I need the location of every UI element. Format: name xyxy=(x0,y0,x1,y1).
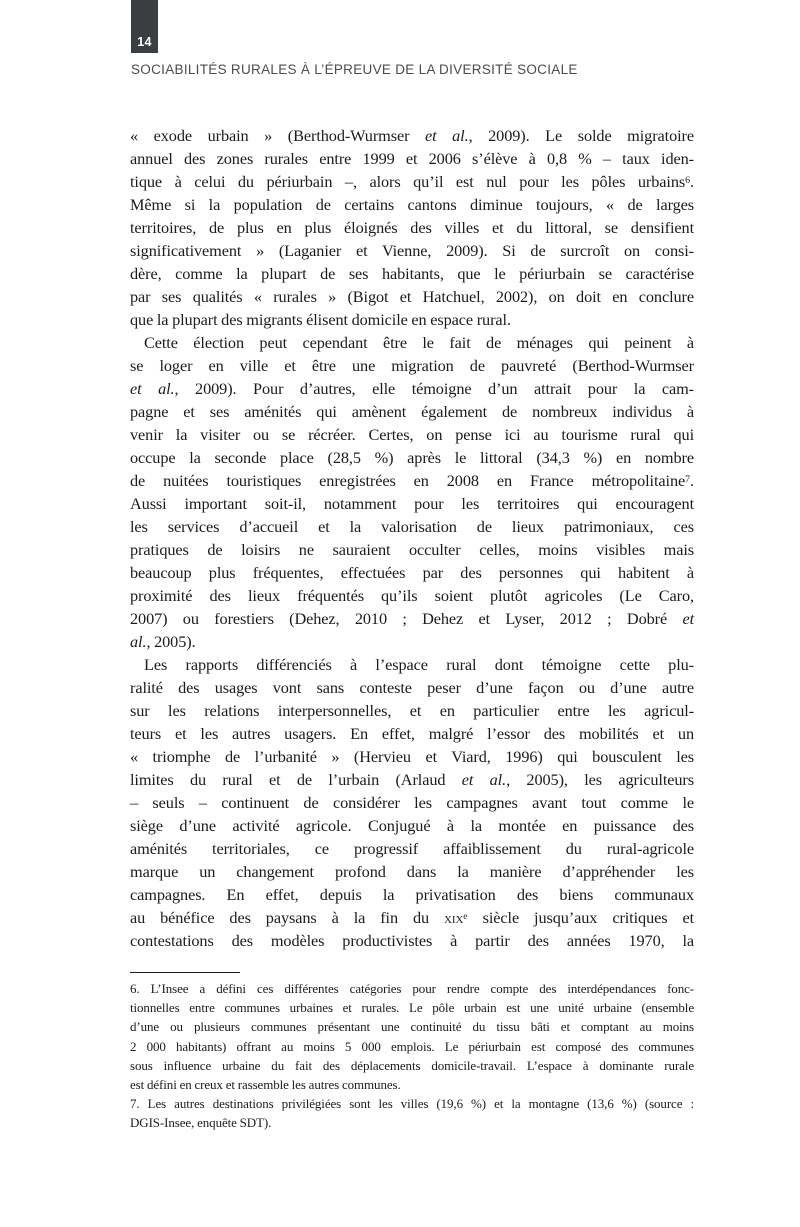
text-line xyxy=(130,699,694,722)
text-line xyxy=(130,584,694,607)
text-segment: beaucoup plus fréquentes, effectuées par des personnes qui habitent à xyxy=(130,563,694,582)
text-segment: , 2009). Pour d’autres, elle témoigne d’un attrait pour la cam- xyxy=(174,379,695,398)
text-segment: « exode urbain » (Berthod-Wurmser xyxy=(130,126,425,145)
text-line xyxy=(130,331,694,354)
text-line xyxy=(130,998,694,1017)
text-segment: est défini en creux et rassemble les autres communes. xyxy=(130,1076,401,1092)
text-segment: 7 xyxy=(685,473,691,485)
text-line xyxy=(130,239,694,262)
text-segment: . xyxy=(690,172,694,191)
text-line xyxy=(130,745,694,768)
text-segment: , 2005). xyxy=(146,632,196,651)
text-line xyxy=(130,722,694,745)
text-segment: limites du rural et de l’urbain (Arlaud xyxy=(130,770,462,789)
text-segment: par ses qualités « rurales » (Bigot et Hatchuel, 2002), on doit en conclure xyxy=(130,287,694,306)
paragraph xyxy=(130,124,694,331)
text-segment: et al. xyxy=(461,770,507,789)
text-segment: annuel des zones rurales entre 1999 et 2006 s’élève à 0,8 % – taux iden- xyxy=(130,149,694,168)
text-line xyxy=(130,492,694,515)
text-segment: et xyxy=(682,609,694,628)
text-segment: Même si la population de certains cantons diminue toujours, « de larges xyxy=(130,195,694,214)
text-segment: aménités territoriales, ce progressif affaiblissement du rural-agricole xyxy=(130,839,694,858)
text-segment: de nuitées touristiques enregistrées en 2008 en France métropolitaine xyxy=(130,471,686,490)
text-segment: 6. L’Insee a défini ces différentes catégories pour rendre compte des interdépendances fonc- xyxy=(130,981,694,996)
text-line xyxy=(130,1017,694,1036)
text-segment: ralité des usages vont sans conteste peser d’une façon ou d’une autre xyxy=(130,678,694,697)
text-segment: occupe la seconde place (28,5 %) après le littoral (34,3 %) en nombre xyxy=(130,448,694,467)
text-segment: proximité des lieux fréquentés qu’ils soient plutôt agricoles (Le Caro, xyxy=(130,586,694,605)
text-segment: , 2005), les agriculteurs xyxy=(506,770,694,789)
text-segment: 6 xyxy=(685,174,691,186)
text-segment: significativement » (Laganier et Vienne, 2009). Si de surcroît on consi- xyxy=(130,241,694,260)
text-segment: marque un changement profond dans la manière d’appréhender les xyxy=(130,862,694,881)
text-line xyxy=(130,423,694,446)
text-line xyxy=(130,538,694,561)
text-line xyxy=(130,193,694,216)
text-line xyxy=(130,814,694,837)
text-segment: au bénéfice des paysans à la fin du xyxy=(130,908,445,927)
text-line xyxy=(130,124,694,147)
text-segment: DGIS-Insee, enquête SDT). xyxy=(130,1115,272,1131)
text-segment: contestations des modèles productivistes à partir des années 1970, la xyxy=(130,931,694,950)
text-line xyxy=(130,1037,694,1056)
text-segment: Aussi important soit-il, notamment pour les territoires qui encouragent xyxy=(130,494,694,513)
text-line xyxy=(130,837,694,860)
text-line xyxy=(130,1094,694,1113)
text-segment: . xyxy=(690,471,694,490)
text-segment: et al. xyxy=(130,379,175,398)
text-segment: sur les relations interpersonnelles, et en particulier entre les agricul- xyxy=(130,701,694,720)
page-number: 14 xyxy=(137,35,152,49)
text-line xyxy=(130,446,694,469)
text-line xyxy=(130,469,694,492)
text-line xyxy=(130,354,694,377)
text-segment: teurs et les autres usagers. En effet, malgré l’essor des mobilités et un xyxy=(130,724,694,743)
text-segment: campagnes. En effet, depuis la privatisation des biens communaux xyxy=(130,885,694,904)
text-segment: xix xyxy=(444,908,464,927)
text-segment: siècle jusqu’aux critiques et xyxy=(467,908,694,927)
paragraph xyxy=(130,1094,694,1132)
text-segment: venir la visiter ou se récréer. Certes, on pense ici au tourisme rural qui xyxy=(130,425,694,444)
footnote-rule xyxy=(130,972,240,973)
text-segment: territoires, de plus en plus éloignés des villes et du littoral, se densifient xyxy=(130,218,694,237)
text-segment: dère, comme la plupart de ses habitants, que le périurbain se caractérise xyxy=(130,264,694,283)
text-segment: et al. xyxy=(425,126,469,145)
paragraph xyxy=(130,979,694,1094)
text-line xyxy=(130,676,694,699)
text-segment: tique à celui du périurbain –, alors qu’il est nul pour les pôles urbains xyxy=(130,172,686,191)
text-segment: « triomphe de l’urbanité » (Hervieu et Viard, 1996) qui bousculent les xyxy=(130,747,694,766)
page-number-tab xyxy=(131,0,158,53)
text-line xyxy=(130,791,694,814)
text-segment: Cette élection peut cependant être le fait de ménages qui peinent à xyxy=(144,333,694,352)
text-segment: se loger en ville et être une migration de pauvreté (Berthod-Wurmser xyxy=(130,356,694,375)
text-line xyxy=(130,170,694,193)
text-line xyxy=(130,929,694,952)
text-line xyxy=(130,1075,694,1094)
text-line xyxy=(130,860,694,883)
running-header: SOCIABILITÉS RURALES À L’ÉPREUVE DE LA DIVERSITÉ SOCIALE xyxy=(131,62,578,77)
text-line xyxy=(130,262,694,285)
text-segment: al. xyxy=(130,632,147,651)
text-segment: siège d’une activité agricole. Conjugué à la montée en puissance des xyxy=(130,816,694,835)
footnotes-section xyxy=(130,979,694,1133)
text-line xyxy=(130,607,694,630)
text-segment: sous influence urbaine du fait des déplacements domicile-travail. L’espace à dominante rurale xyxy=(130,1057,694,1073)
text-line xyxy=(130,979,694,998)
text-segment: , 2009). Le solde migratoire xyxy=(468,126,694,145)
text-segment: pagne et ses aménités qui amènent également de nombreux individus à xyxy=(130,402,694,421)
text-line xyxy=(130,216,694,239)
text-segment: 2 000 habitants) offrant au moins 5 000 emplois. Le périurbain est composé des communes xyxy=(130,1038,694,1054)
text-segment: Les rapports différenciés à l’espace rural dont témoigne cette plu- xyxy=(144,655,694,674)
text-segment: d’une ou plusieurs communes présentant une continuité du tissu bâti et comptant au moins xyxy=(130,1019,694,1035)
text-line xyxy=(130,653,694,676)
text-line xyxy=(130,561,694,584)
text-segment: e xyxy=(463,910,468,922)
paragraph xyxy=(130,653,694,952)
text-line xyxy=(130,630,694,653)
text-line xyxy=(130,768,694,791)
text-segment: – seuls – continuent de considérer les campagnes avant tout comme le xyxy=(130,793,694,812)
text-segment: les services d’accueil et la valorisation de lieux patrimoniaux, ces xyxy=(130,517,694,536)
text-line xyxy=(130,515,694,538)
text-line xyxy=(130,377,694,400)
text-segment: tionnelles entre communes urbaines et rurales. Le pôle urbain est une unité urbaine (ensemble xyxy=(130,1000,694,1016)
text-line xyxy=(130,147,694,170)
text-line xyxy=(130,906,694,929)
paragraph xyxy=(130,331,694,653)
body-text xyxy=(130,124,694,952)
text-line xyxy=(130,285,694,308)
text-line xyxy=(130,883,694,906)
text-line xyxy=(130,1113,694,1132)
text-segment: 7. Les autres destinations privilégiées sont les villes (19,6 %) et la montagne (13,6 %) (source : xyxy=(130,1096,694,1112)
text-segment: pratiques de loisirs ne sauraient occulter celles, moins visibles mais xyxy=(130,540,694,559)
text-line xyxy=(130,1056,694,1075)
text-line xyxy=(130,308,694,331)
text-segment: que la plupart des migrants élisent domicile en espace rural. xyxy=(130,310,511,329)
text-line xyxy=(130,400,694,423)
text-segment: 2007) ou forestiers (Dehez, 2010 ; Dehez et Lyser, 2012 ; Dobré xyxy=(130,609,683,628)
